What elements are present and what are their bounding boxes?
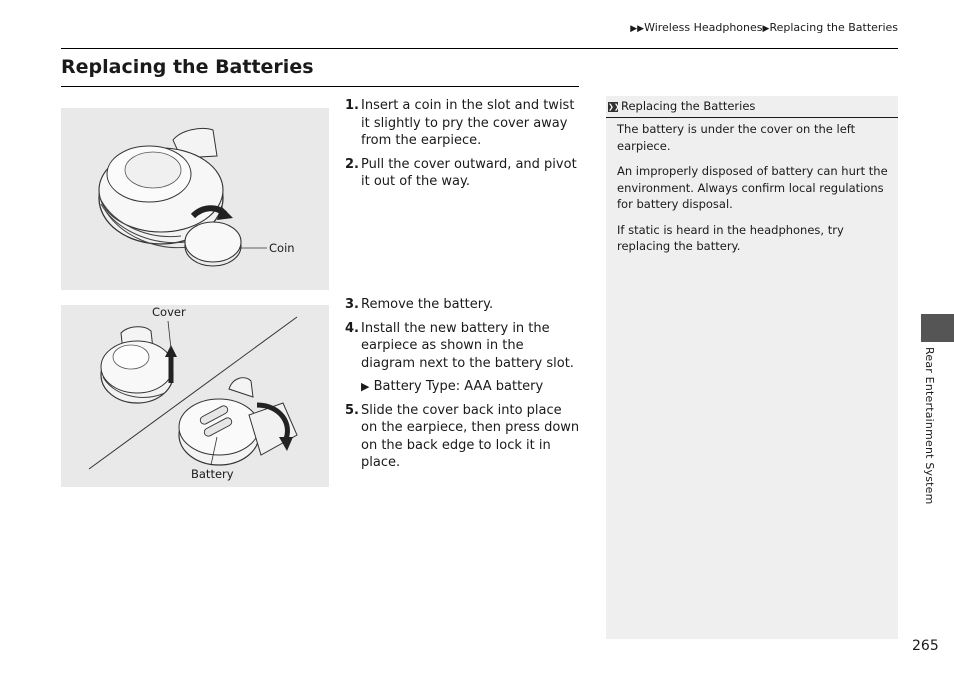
step-number: 5. (345, 402, 359, 418)
step-2 (345, 156, 581, 191)
sidebar-paragraph: An improperly disposed of battery can hurt the environment. Always confirm local regulations for battery disposal. (617, 164, 888, 211)
step-number: 1. (345, 98, 359, 113)
battery-illustration (61, 305, 329, 487)
coin-callout: Coin (269, 241, 295, 255)
sidebar-paragraph: The battery is under the cover on the left earpiece. (617, 122, 856, 153)
step-text: Insert a coin in the slot and twist it slightly to pry the cover away from the earpiece. (361, 98, 575, 148)
step-5 (345, 402, 581, 472)
note-arrow-icon: ▶ (361, 380, 370, 393)
sidebar-heading-row (606, 96, 898, 118)
step-number: 3. (345, 297, 359, 312)
section-tab-marker[interactable] (921, 314, 954, 342)
breadcrumb-lead-arrows: ▶▶ (630, 24, 645, 34)
breadcrumb-section[interactable]: Wireless Headphones (644, 21, 763, 34)
sidebar-heading: Replacing the Batteries (621, 99, 756, 113)
sidebar-paragraph: If static is heard in the headphones, try replacing the battery. (617, 222, 844, 253)
earpiece-battery-drawing (61, 305, 329, 487)
double-chevron-icon: ❯❯ (608, 102, 620, 111)
step-4 (345, 320, 581, 373)
breadcrumb-page: Replacing the Batteries (769, 21, 898, 34)
header-rule (61, 48, 898, 49)
step-number: 2. (345, 156, 359, 172)
step-1 (345, 97, 581, 150)
sidebar-note-box (606, 96, 898, 639)
step-text: Install the new battery in the earpiece as shown in the diagram next to the battery slot. (361, 320, 574, 371)
earpiece-coin-drawing (61, 108, 329, 290)
breadcrumb (630, 21, 898, 34)
steps-part-1 (345, 97, 581, 197)
section-tab-label: Rear Entertainment System (923, 347, 936, 505)
title-rule (61, 86, 579, 87)
coin-illustration (61, 108, 329, 290)
note-text: Battery Type: AAA battery (373, 379, 544, 394)
page-title: Replacing the Batteries (61, 56, 314, 78)
battery-type-note (361, 378, 581, 396)
step-text: Pull the cover outward, and pivot it out of the way. (361, 156, 577, 189)
breadcrumb-separator: ▶ (762, 24, 770, 34)
steps-part-2 (345, 296, 581, 478)
step-text: Remove the battery. (361, 297, 494, 312)
battery-callout: Battery (191, 467, 234, 481)
page-number: 265 (912, 638, 939, 654)
cover-callout: Cover (152, 305, 186, 319)
step-3 (345, 296, 581, 314)
step-text: Slide the cover back into place on the earpiece, then press down on the back edge to lock it in place. (361, 402, 580, 470)
step-number: 4. (345, 320, 359, 336)
